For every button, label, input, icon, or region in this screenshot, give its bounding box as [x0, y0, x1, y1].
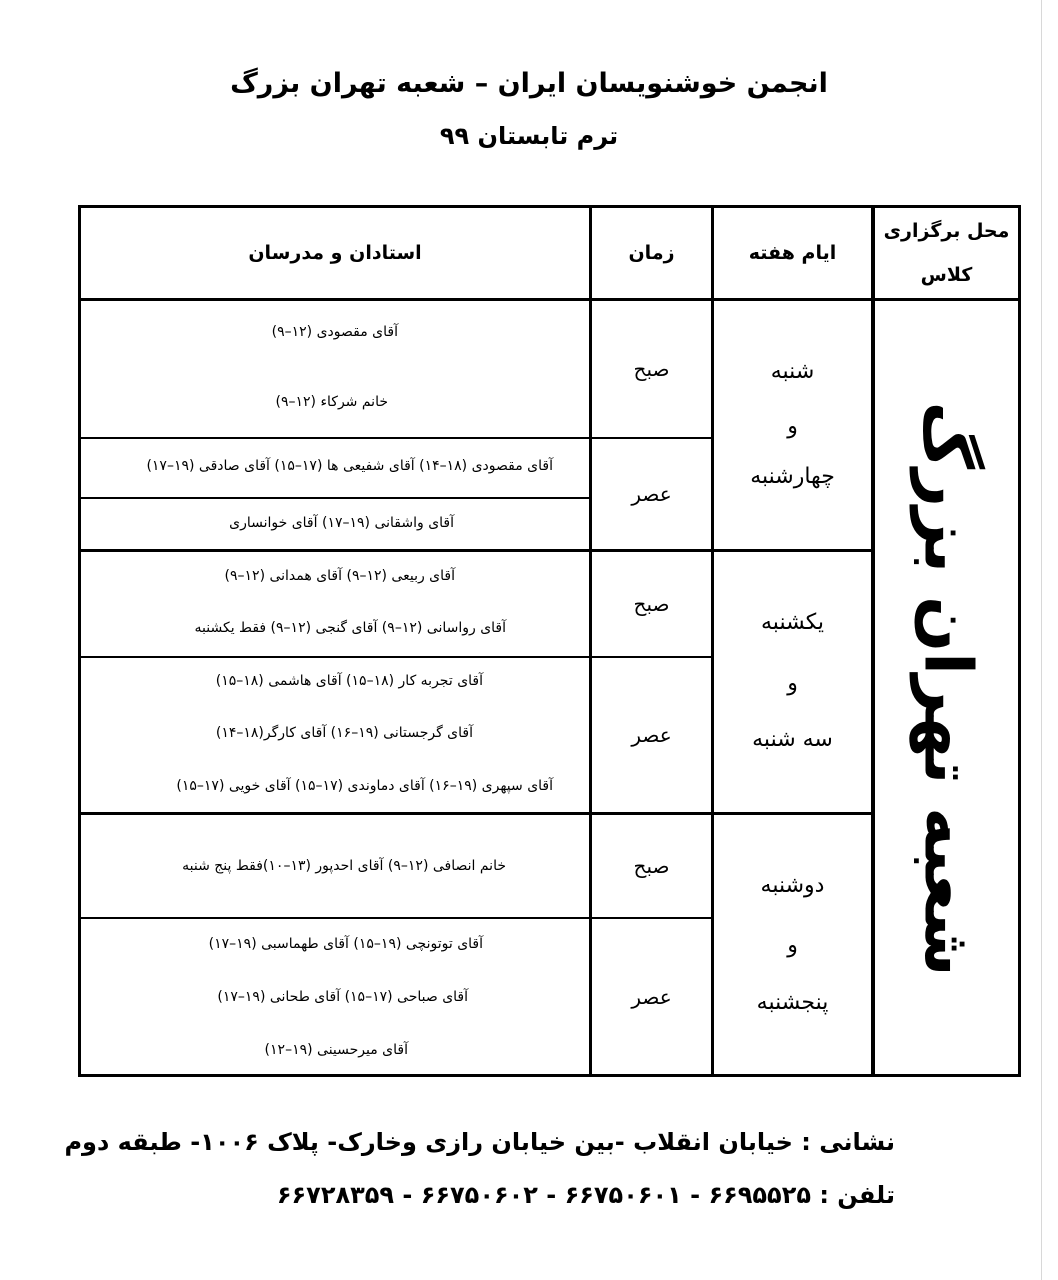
schedule-table: [78, 205, 1021, 1077]
header-location-line1: محل برگزاری: [883, 220, 1010, 242]
teacher-row: آقای توتونچی (۱۹–۱۵) آقای طهماسبی (۱۹–۱۷): [208, 936, 483, 952]
time-morning-2: صبح: [633, 592, 670, 616]
address-line: نشانی : خیابان انقلاب -بین خیابان رازی وخارک- پلاک ۱۰۰۶- طبقه دوم: [64, 1128, 895, 1156]
teacher-row: آقای میرحسینی (۱۹–۱۲): [264, 1042, 408, 1058]
teacher-row: آقای مقصودی (۱۲–۹): [271, 324, 398, 340]
time-afternoon-1: عصر: [631, 482, 672, 506]
location-cell: [873, 303, 1023, 1078]
time-afternoon-2: عصر: [631, 723, 672, 747]
day-conj: و: [787, 670, 798, 696]
day-sunday: یکشنبه: [761, 610, 824, 636]
days-group-1: [714, 301, 871, 549]
teacher-row: آقای صباحی (۱۷–۱۵) آقای طحانی (۱۹–۱۷): [217, 989, 468, 1005]
day-thursday: پنجشنبه: [756, 989, 829, 1015]
document-subtitle: ترم تابستان ۹۹: [439, 122, 619, 150]
page-edge: [1041, 0, 1058, 1280]
g1-afternoon-row-divider: [81, 497, 591, 499]
day-tuesday: سه شنبه: [752, 727, 833, 753]
teacher-row: آقای ربیعی (۱۲–۹) آقای همدانی (۱۲–۹): [224, 568, 455, 584]
teacher-row: آقای سپهری (۱۹–۱۶) آقای دماوندی (۱۷–۱۵) آقای خویی (۱۷–۱۵): [176, 778, 553, 794]
day-wednesday: چهارشنبه: [750, 464, 835, 490]
time-afternoon-3: عصر: [631, 984, 672, 1009]
day-saturday: شنبه: [770, 359, 815, 385]
header-location-line2: کلاس: [920, 264, 973, 286]
phone-line: تلفن : ۶۶۹۵۵۲۵ - ۶۶۷۵۰۶۰۱ - ۶۶۷۵۰۶۰۲ - ۶۶۷۲۸۳۵۹: [276, 1181, 895, 1209]
time-morning-3: صبح: [633, 854, 670, 878]
header-days: ایام هفته: [748, 242, 837, 264]
teacher-row: آقای تجربه کار (۱۸–۱۵) آقای هاشمی (۱۸–۱۵): [215, 673, 483, 689]
time-morning-1: صبح: [633, 357, 670, 381]
header-location: [875, 208, 1018, 298]
teacher-row: آقای گرجستانی (۱۹–۱۶) آقای کارگر(۱۸–۱۴): [215, 725, 473, 741]
day-conj: و: [787, 933, 798, 959]
days-group-3: [714, 815, 871, 1074]
header-time: زمان: [628, 242, 675, 264]
day-conj: و: [787, 413, 798, 439]
day-monday: دوشنبه: [760, 872, 825, 898]
header-teachers: استادان و مدرسان: [248, 242, 422, 264]
teacher-row: آقای رواسانی (۱۲–۹) آقای گنجی (۱۲–۹) فقط یکشنبه: [194, 620, 506, 636]
teacher-row: آقای مقصودی (۱۸–۱۴) آقای شفیعی ها (۱۷–۱۵) آقای صادقی (۱۹–۱۷): [146, 458, 553, 474]
teacher-row: خانم انصافی (۱۲–۹) آقای احدپور (۱۳–۱۰)فقط پنج شنبه: [182, 858, 506, 874]
location-name: شعبه تهران بزرگ: [909, 401, 987, 977]
days-group-2: [714, 552, 871, 812]
teacher-row: خانم شرکاء (۱۲–۹): [275, 394, 388, 410]
header-divider: [81, 298, 1018, 301]
document-title: انجمن خوشنویسان ایران – شعبه تهران بزرگ: [230, 68, 828, 99]
teacher-row: آقای واشقانی (۱۹–۱۷) آقای خوانساری: [229, 515, 454, 531]
